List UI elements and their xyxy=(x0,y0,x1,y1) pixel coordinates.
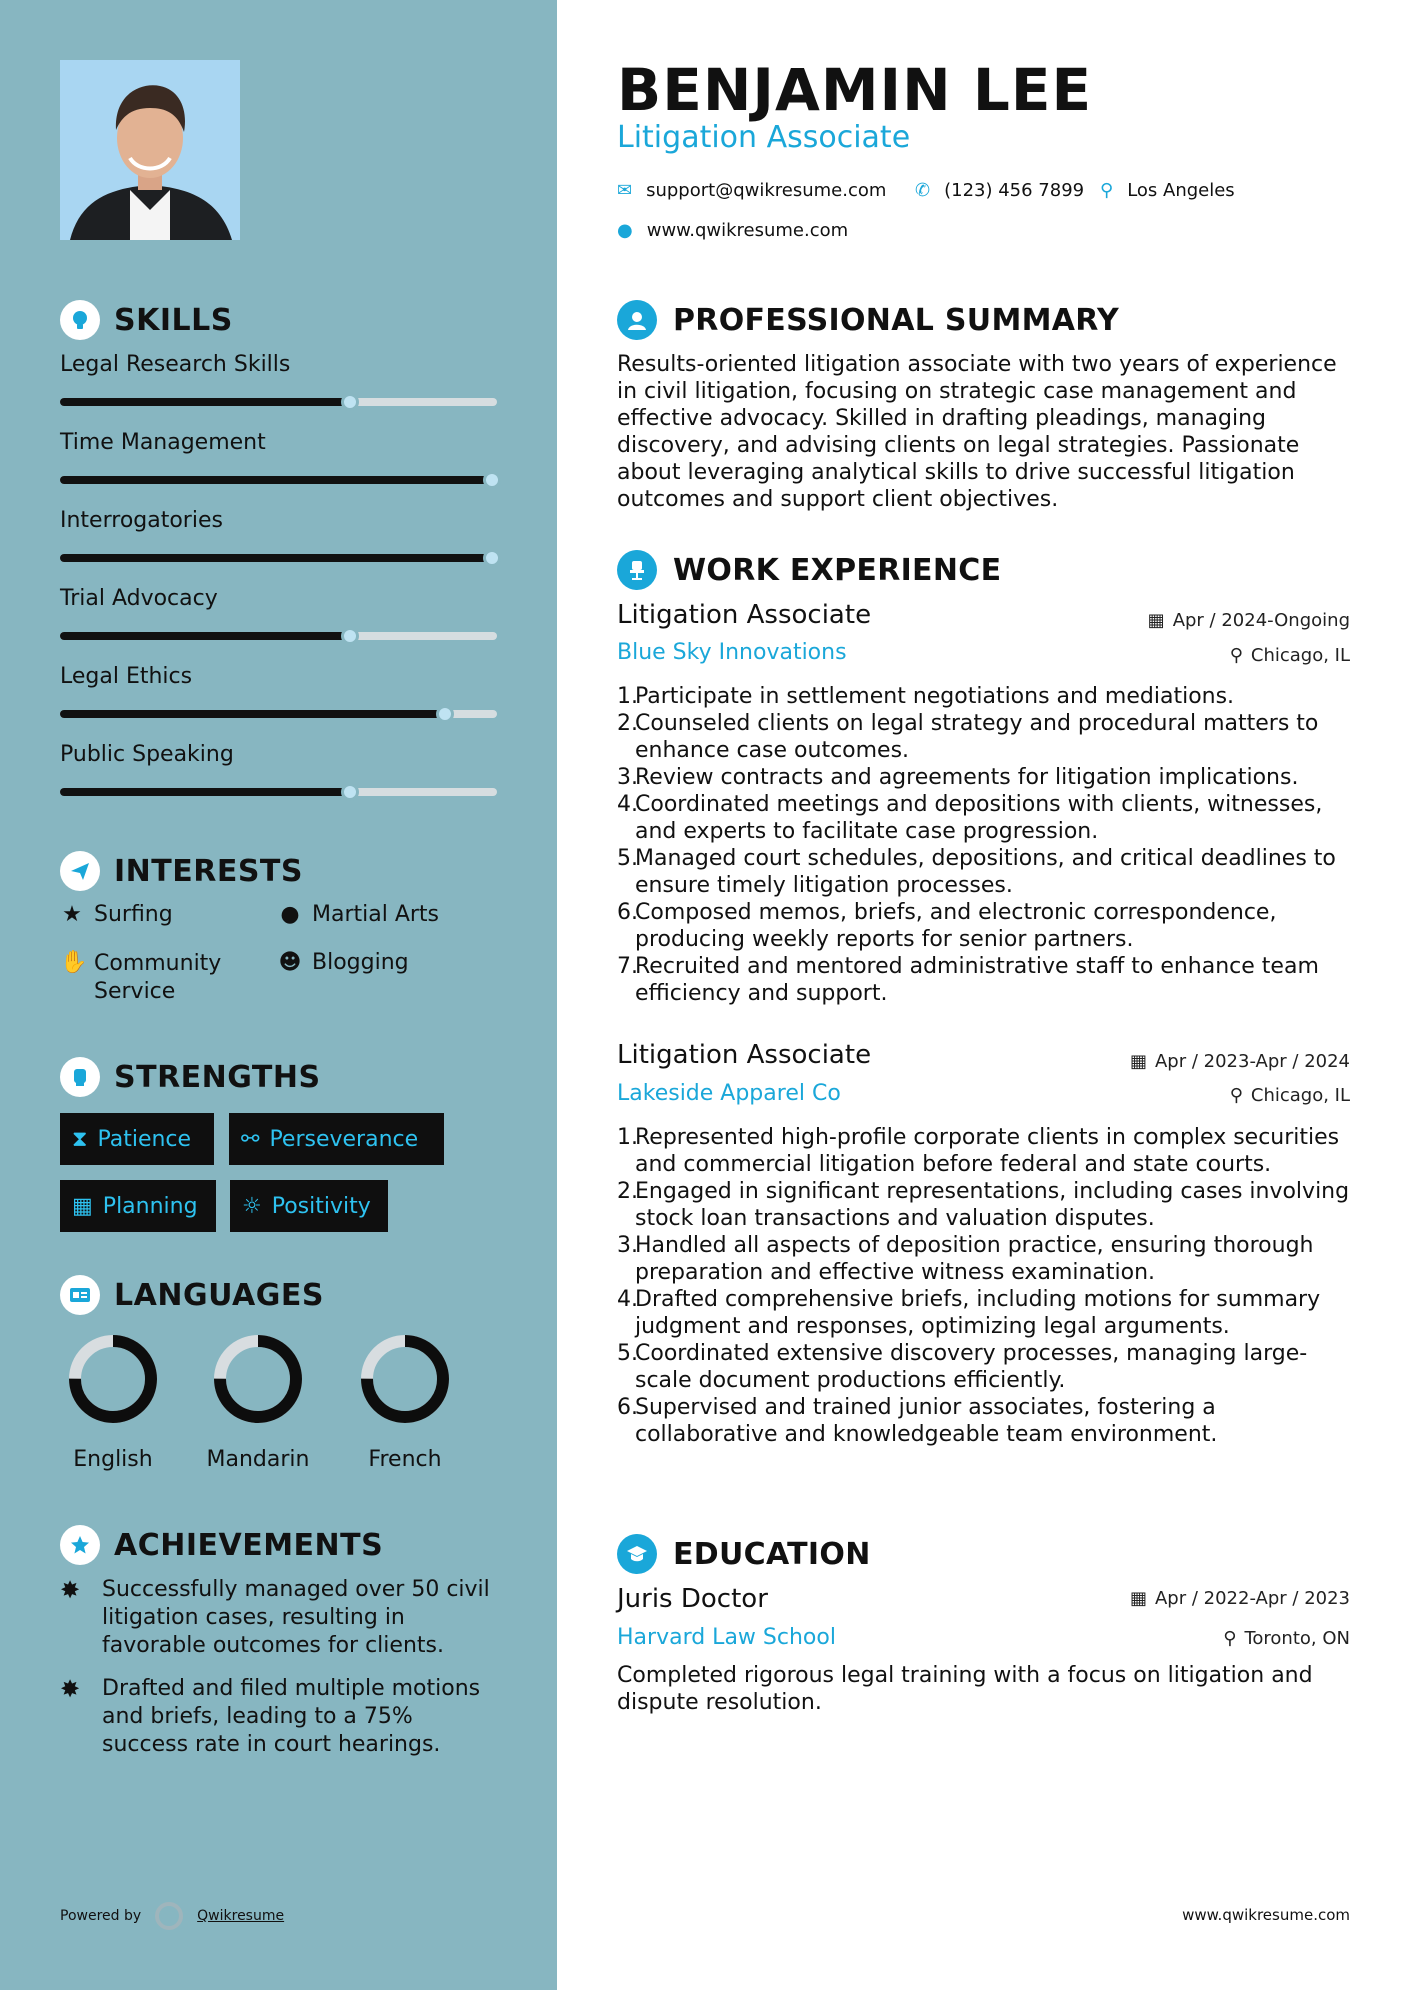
job-bullet xyxy=(617,1178,1350,1232)
skill-bar-fill xyxy=(60,788,347,796)
job-company: Lakeside Apparel Co xyxy=(617,1081,841,1106)
bullet-text: Recruited and mentored administrative staff to enhance team efficiency and support. xyxy=(635,954,1319,1006)
hand-icon: ✋ xyxy=(60,950,88,975)
strength-chip: ▦ Planning xyxy=(60,1180,216,1232)
strength-chip: ⧗ Patience xyxy=(60,1113,214,1165)
bullet-number: 2. xyxy=(617,1179,638,1204)
bullet-number: 6. xyxy=(617,900,638,925)
job-date: ▦ Apr / 2024-Ongoing xyxy=(1147,610,1350,631)
skills-heading: SKILLS xyxy=(60,300,233,340)
skill-label: Trial Advocacy xyxy=(60,586,218,611)
language-ring xyxy=(210,1331,306,1427)
skill-bar-fill xyxy=(60,554,489,562)
qwikresume-logo-icon xyxy=(155,1902,183,1930)
interest-item: ☻ Blogging xyxy=(278,950,409,975)
binoculars-icon: ⚯ xyxy=(241,1126,260,1152)
education-text: Completed rigorous legal training with a focus on litigation and dispute resolution. xyxy=(617,1663,1313,1715)
star-icon: ★ xyxy=(62,902,82,927)
skill-bar-fill xyxy=(60,632,347,640)
skill-label: Public Speaking xyxy=(60,742,234,767)
job-location: ⚲ Chicago, IL xyxy=(1229,645,1350,666)
bullet-text: Counseled clients on legal strategy and procedural matters to enhance case outcomes. xyxy=(635,711,1319,763)
interest-item: ★ Surfing xyxy=(60,902,173,927)
graduate-icon xyxy=(617,1534,657,1574)
candidate-name: BENJAMIN LEE xyxy=(617,56,1093,124)
skill-bar-fill xyxy=(60,398,347,406)
star-badge-icon xyxy=(60,1525,100,1565)
lightbulb-icon xyxy=(60,300,100,340)
job-bullet xyxy=(617,710,1350,764)
skill-bar-knob xyxy=(436,705,454,723)
language-label: English xyxy=(73,1447,153,1472)
job-company: Blue Sky Innovations xyxy=(617,640,847,665)
interest-item: ● Martial Arts xyxy=(278,902,439,927)
education-location: ⚲ Toronto, ON xyxy=(1223,1628,1350,1649)
strengths-heading: STRENGTHS xyxy=(60,1057,321,1097)
job-bullet xyxy=(617,1232,1350,1286)
calendar-icon: ▦ xyxy=(1129,1588,1147,1609)
job-bullet xyxy=(617,764,1350,791)
school-name: Harvard Law School xyxy=(617,1625,836,1650)
bullet-number: 4. xyxy=(617,792,638,817)
powered-by: Powered by Qwikresume xyxy=(60,1902,284,1930)
bullet-number: 2. xyxy=(617,711,638,736)
bullet-number: 3. xyxy=(617,1233,638,1258)
pin-icon: ⚲ xyxy=(1223,1628,1237,1649)
bullet-text: Review contracts and agreements for litigation implications. xyxy=(635,765,1299,790)
skill-bar xyxy=(60,398,497,406)
achievement-item: ✸ Drafted and filed multiple motions and briefs, leading to a 75% success rate in court hearings. xyxy=(60,1675,481,1757)
star-burst-icon: ✸ xyxy=(60,1576,81,1604)
brand-link[interactable]: Qwikresume xyxy=(197,1908,285,1924)
bullet-text: Managed court schedules, depositions, and critical deadlines to ensure timely litigation processes. xyxy=(635,846,1336,898)
user-icon xyxy=(617,300,657,340)
footer-url[interactable]: www.qwikresume.com xyxy=(1182,1906,1350,1924)
languages-heading: LANGUAGES xyxy=(60,1275,324,1315)
envelope-icon: ✉ xyxy=(617,180,633,201)
calendar-icon: ▦ xyxy=(1129,1051,1147,1072)
job-bullet xyxy=(617,1124,1350,1178)
bullet-number: 5. xyxy=(617,846,638,871)
skill-bar xyxy=(60,632,497,640)
education-heading: EDUCATION xyxy=(617,1534,871,1574)
contact-location: ⚲ Los Angeles xyxy=(1100,180,1235,201)
language-label: French xyxy=(368,1447,442,1472)
job-title: Litigation Associate xyxy=(617,600,872,630)
job-bullet xyxy=(617,791,1350,845)
skill-label: Legal Ethics xyxy=(60,664,193,689)
calendar-icon: ▦ xyxy=(1147,610,1165,631)
sidebar xyxy=(0,0,557,1990)
office-chair-icon xyxy=(617,550,657,590)
skill-bar-knob xyxy=(341,393,359,411)
job-bullet xyxy=(617,1286,1350,1340)
language-ring xyxy=(357,1331,453,1427)
contact-phone[interactable]: ✆ (123) 456 7899 xyxy=(915,180,1085,201)
bullet-text: Coordinated meetings and depositions with clients, witnesses, and experts to facilitate case progression. xyxy=(635,792,1323,844)
job-bullets xyxy=(617,1124,1350,1448)
interest-item: ✋ Community Service xyxy=(60,950,222,1004)
achievements-heading: ACHIEVEMENTS xyxy=(60,1525,383,1565)
language-ring xyxy=(65,1331,161,1427)
skill-bar-knob xyxy=(341,627,359,645)
job-bullet xyxy=(617,845,1350,899)
skill-label: Legal Research Skills xyxy=(60,352,291,377)
interests-heading: INTERESTS xyxy=(60,851,303,891)
bullet-text: Represented high-profile corporate clients in complex securities and commercial litigation before federal and state courts. xyxy=(635,1125,1340,1177)
skill-bar xyxy=(60,788,497,796)
candidate-role: Litigation Associate xyxy=(617,120,911,155)
education-date: ▦ Apr / 2022-Apr / 2023 xyxy=(1129,1588,1350,1609)
summary-heading: PROFESSIONAL SUMMARY xyxy=(617,300,1119,340)
strength-chip: ⚯ Perseverance xyxy=(229,1113,444,1165)
id-card-icon xyxy=(60,1275,100,1315)
bullet-number: 6. xyxy=(617,1395,638,1420)
skill-bar-knob xyxy=(483,549,501,567)
skill-bar xyxy=(60,476,497,484)
bullet-text: Composed memos, briefs, and electronic correspondence, producing weekly reports for senior partners. xyxy=(635,900,1277,952)
globe-icon: ● xyxy=(617,220,633,241)
fist-icon xyxy=(60,1057,100,1097)
job-title: Litigation Associate xyxy=(617,1040,872,1070)
bullet-number: 1. xyxy=(617,684,638,709)
degree-title: Juris Doctor xyxy=(617,1584,768,1614)
strength-chip: ☼ Positivity xyxy=(230,1180,388,1232)
skill-bar-fill xyxy=(60,476,489,484)
bullet-text: Coordinated extensive discovery processes, managing large-scale document productions efficiently. xyxy=(635,1341,1308,1393)
bullet-number: 3. xyxy=(617,765,638,790)
job-bullet xyxy=(617,899,1350,953)
job-bullet xyxy=(617,1394,1350,1448)
summary-text: Results-oriented litigation associate with two years of experience in civil litigation, focusing on strategic case management and effective advocacy. Skilled in drafting pleadings, managing discovery, and advising clients on legal strategies. Passionate about leveraging analytical skills to drive successful litigation outcomes and support client objectives. xyxy=(617,352,1337,512)
star-burst-icon: ✸ xyxy=(60,1675,81,1703)
skill-label: Interrogatories xyxy=(60,508,223,533)
calendar-icon: ▦ xyxy=(72,1193,93,1219)
bullet-text: Drafted comprehensive briefs, including motions for summary judgment and responses, optimizing legal arguments. xyxy=(635,1287,1321,1339)
bullet-text: Engaged in significant representations, including cases involving stock loan transactions and valuation disputes. xyxy=(635,1179,1350,1231)
paper-plane-icon xyxy=(60,851,100,891)
job-bullet xyxy=(617,683,1350,710)
job-date: ▦ Apr / 2023-Apr / 2024 xyxy=(1129,1051,1350,1072)
bullet-text: Participate in settlement negotiations and mediations. xyxy=(635,684,1235,709)
map-pin-icon: ⚲ xyxy=(1100,180,1114,201)
pin-icon: ⚲ xyxy=(1229,1085,1243,1106)
bullet-text: Supervised and trained junior associates, fostering a collaborative and knowledgeable team environment. xyxy=(635,1395,1218,1447)
bullet-number: 1. xyxy=(617,1125,638,1150)
users-icon: ☻ xyxy=(278,950,302,975)
contact-email[interactable]: ✉ support@qwikresume.com xyxy=(617,180,887,201)
skill-bar-knob xyxy=(483,471,501,489)
bullet-text: Handled all aspects of deposition practice, ensuring thorough preparation and effective witness examination. xyxy=(635,1233,1314,1285)
globe-icon: ● xyxy=(280,902,300,927)
achievement-item: ✸ Successfully managed over 50 civil litigation cases, resulting in favorable outcomes for clients. xyxy=(60,1576,490,1658)
profile-photo xyxy=(60,60,240,240)
skill-bar-knob xyxy=(341,783,359,801)
skill-bar xyxy=(60,710,497,718)
skill-label: Time Management xyxy=(60,430,266,455)
bullet-number: 7. xyxy=(617,954,638,979)
job-location: ⚲ Chicago, IL xyxy=(1229,1085,1350,1106)
bullet-number: 4. xyxy=(617,1287,638,1312)
phone-icon: ✆ xyxy=(915,180,931,201)
experience-heading: WORK EXPERIENCE xyxy=(617,550,1001,590)
sun-icon: ☼ xyxy=(242,1193,262,1219)
skill-bar-fill xyxy=(60,710,442,718)
job-bullet xyxy=(617,1340,1350,1394)
language-label: Mandarin xyxy=(206,1447,310,1472)
job-bullets xyxy=(617,683,1350,1007)
job-bullet xyxy=(617,953,1350,1007)
pin-icon: ⚲ xyxy=(1229,645,1243,666)
hourglass-icon: ⧗ xyxy=(72,1126,88,1152)
bullet-number: 5. xyxy=(617,1341,638,1366)
skill-bar xyxy=(60,554,497,562)
contact-website[interactable]: ● www.qwikresume.com xyxy=(617,220,849,241)
